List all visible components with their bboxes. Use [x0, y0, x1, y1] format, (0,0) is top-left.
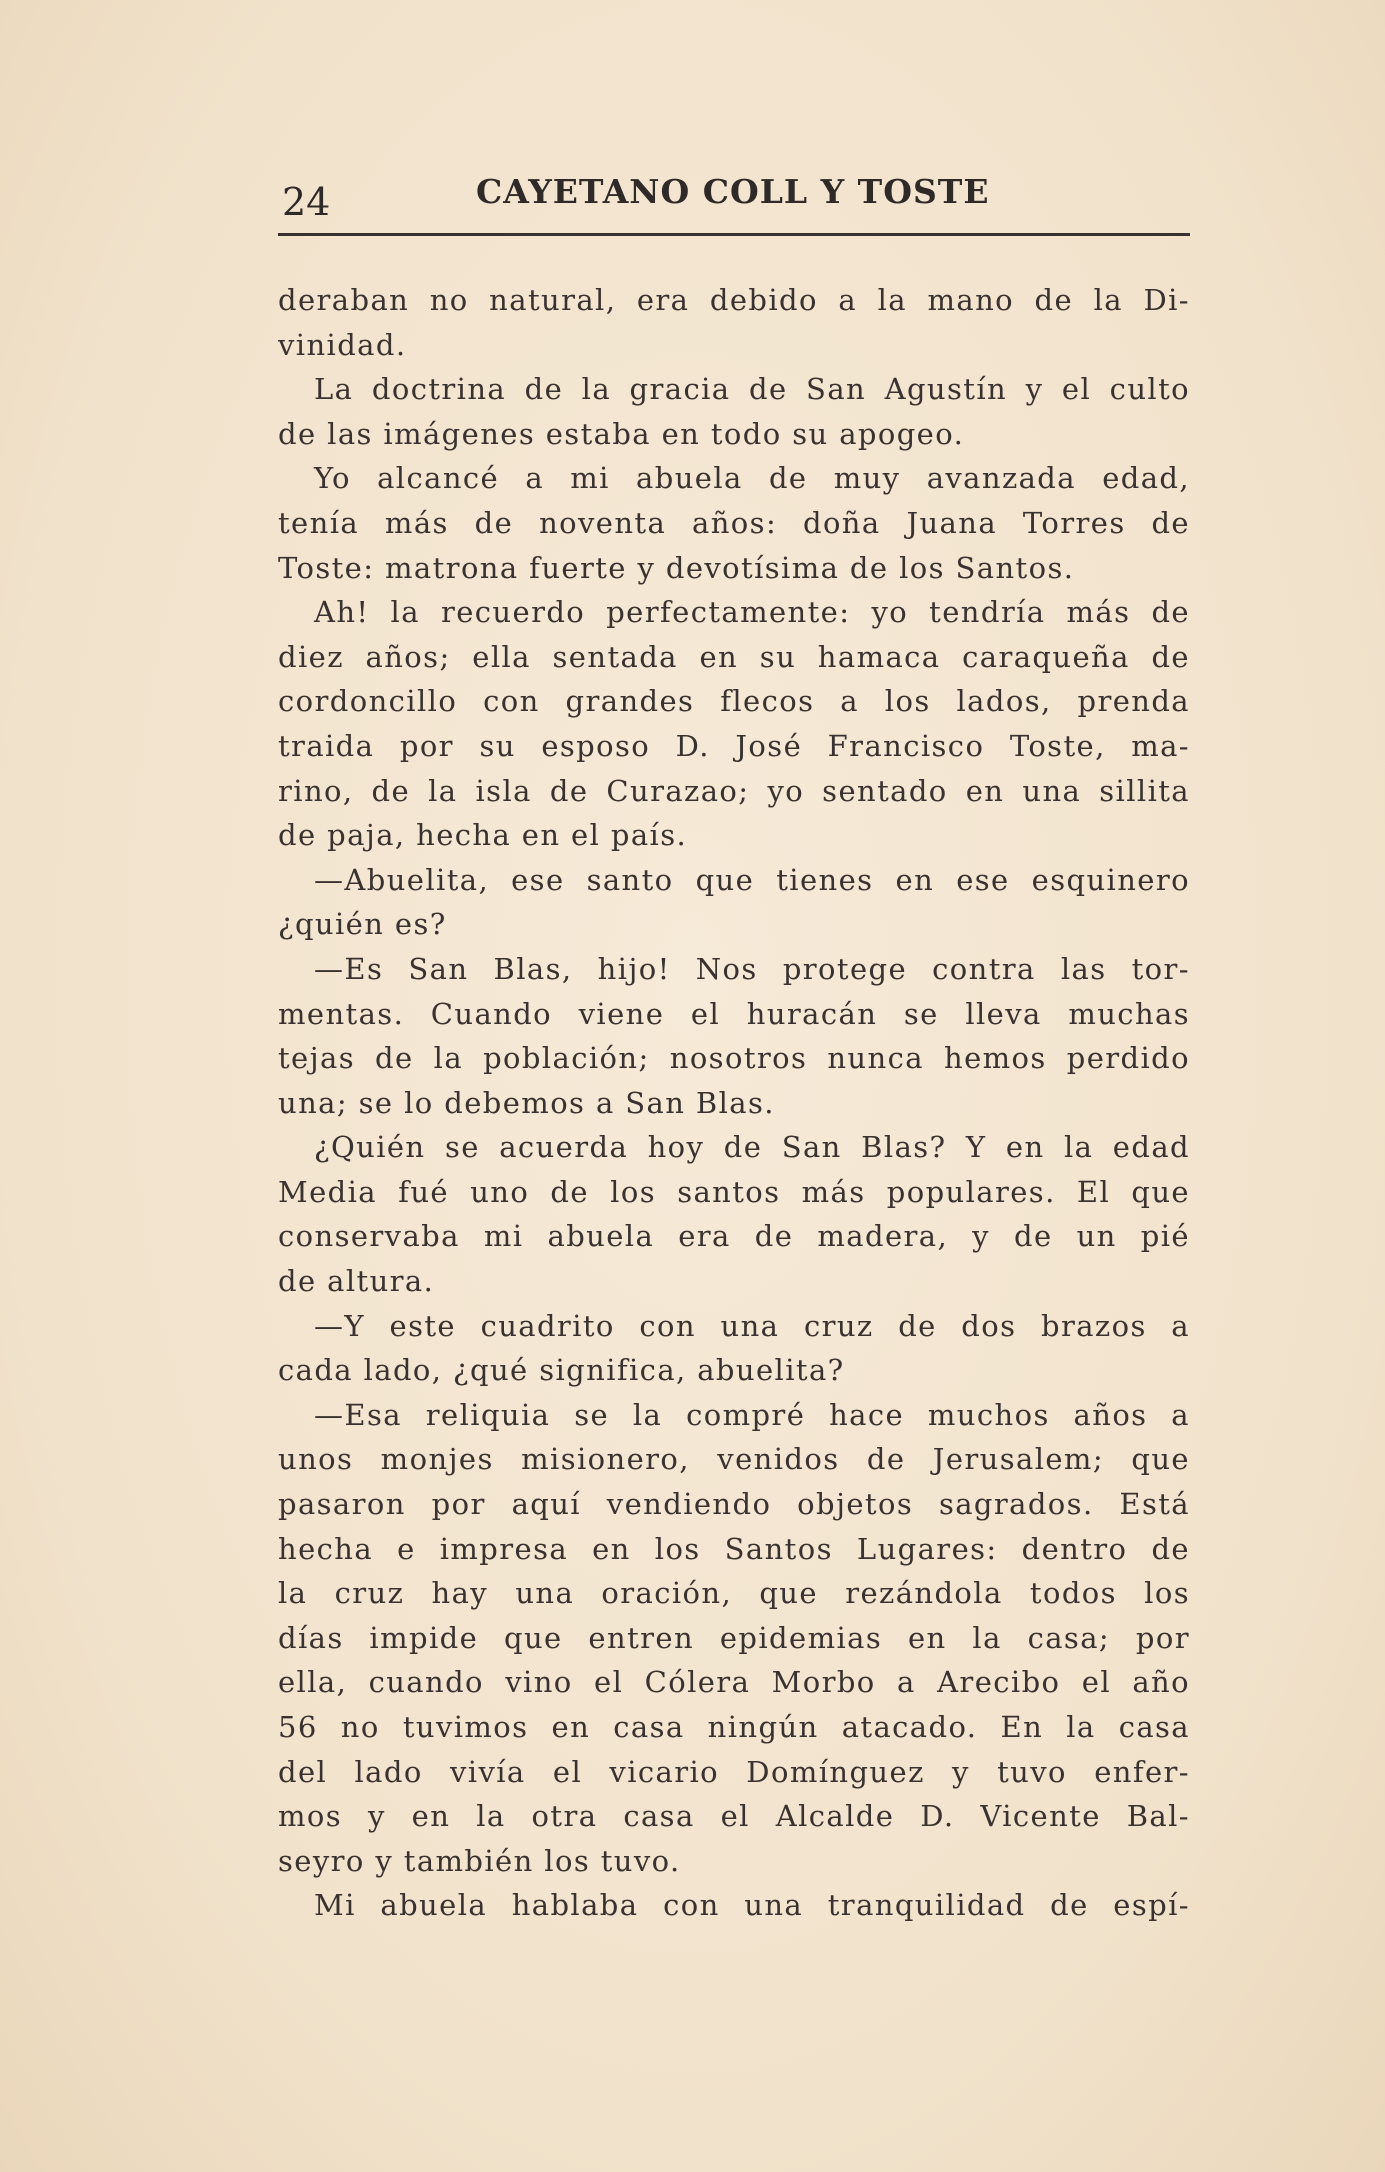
- text-line: La doctrina de la gracia de San Agustín y el culto: [314, 372, 1190, 407]
- text-line: ella, cuando vino el Cólera Morbo a Arecibo el año: [278, 1665, 1190, 1700]
- text-line: Toste: matrona fuerte y devotísima de los Santos.: [278, 550, 1075, 585]
- text-line: rino, de la isla de Curazao; yo sentado en una sillita: [278, 773, 1190, 808]
- text-line: ¿quién es?: [278, 907, 447, 942]
- text-line: hecha e impresa en los Santos Lugares: dentro de: [278, 1531, 1190, 1566]
- text-line: cada lado, ¿qué significa, abuelita?: [278, 1353, 845, 1388]
- text-line: Media fué uno de los santos más populares. El que: [278, 1174, 1190, 1209]
- text-line: de paja, hecha en el país.: [278, 818, 688, 853]
- text-line: 56 no tuvimos en casa ningún atacado. En la casa: [278, 1710, 1190, 1744]
- text-line: días impide que entren epidemias en la casa; por: [278, 1620, 1190, 1655]
- page-header: [278, 160, 1190, 240]
- text-line: de las imágenes estaba en todo su apogeo.: [278, 416, 965, 451]
- text-line: cordoncillo con grandes flecos a los lados, prenda: [278, 684, 1190, 719]
- text-line: Ah! la recuerdo perfectamente: yo tendría más de: [314, 595, 1190, 630]
- text-line: seyro y también los tuvo.: [278, 1843, 681, 1878]
- text-line: —Abuelita, ese santo que tienes en ese esquinero: [314, 862, 1190, 897]
- page-number: 24: [282, 180, 331, 224]
- text-line: deraban no natural, era debido a la mano de la Di-: [278, 283, 1190, 317]
- text-line: del lado vivía el vicario Domínguez y tuvo enfer-: [278, 1754, 1190, 1789]
- text-line: de altura.: [278, 1264, 435, 1299]
- text-line: pasaron por aquí vendiendo objetos sagrados. Está: [278, 1487, 1190, 1522]
- text-line: traida por su esposo D. José Francisco Toste, ma-: [278, 728, 1190, 763]
- text-line: tenía más de noventa años: doña Juana Torres de: [278, 505, 1190, 540]
- text-line: ¿Quién se acuerda hoy de San Blas? Y en la edad: [314, 1130, 1190, 1165]
- text-line: —Es San Blas, hijo! Nos protege contra las tor-: [314, 951, 1190, 986]
- text-line: la cruz hay una oración, que rezándola todos los: [278, 1576, 1190, 1611]
- running-head: CAYETANO COLL Y TOSTE: [476, 172, 990, 211]
- text-line: una; se lo debemos a San Blas.: [278, 1085, 775, 1120]
- text-line: mentas. Cuando viene el huracán se lleva muchas: [278, 996, 1190, 1031]
- text-line: unos monjes misionero, venidos de Jerusalem; que: [278, 1442, 1190, 1477]
- text-line: mos y en la otra casa el Alcalde D. Vicente Bal-: [278, 1799, 1190, 1834]
- text-line: tejas de la población; nosotros nunca hemos perdido: [278, 1041, 1190, 1076]
- text-line: diez años; ella sentada en su hamaca caraqueña de: [278, 639, 1190, 674]
- text-line: —Esa reliquia se la compré hace muchos años a: [314, 1397, 1190, 1432]
- text-line: conservaba mi abuela era de madera, y de un pié: [278, 1219, 1190, 1254]
- body-text: [278, 278, 1190, 1928]
- text-line: Mi abuela hablaba con una tranquilidad de espí-: [314, 1888, 1190, 1923]
- text-line: vinidad.: [278, 327, 407, 362]
- text-line: Yo alcancé a mi abuela de muy avanzada edad,: [314, 461, 1190, 496]
- text-line: —Y este cuadrito con una cruz de dos brazos a: [314, 1308, 1190, 1343]
- header-rule: [278, 233, 1190, 236]
